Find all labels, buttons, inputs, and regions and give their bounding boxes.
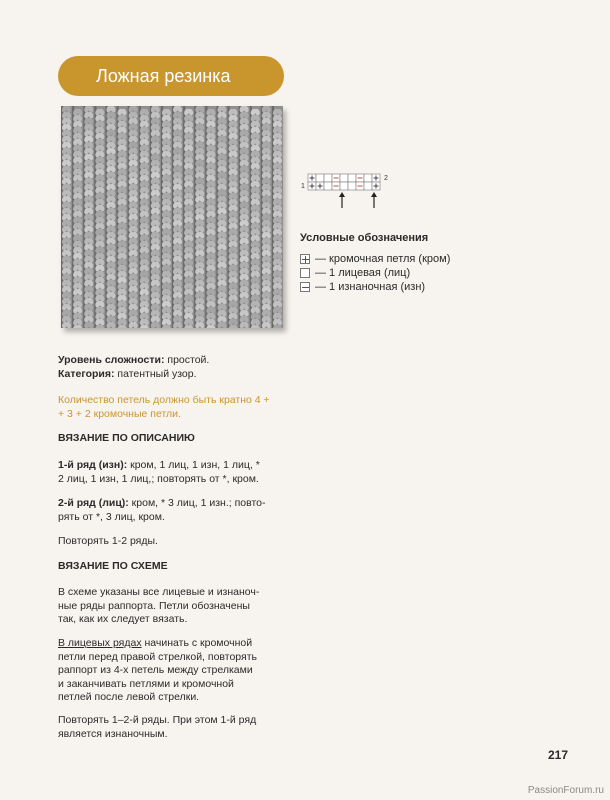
row-2-instructions: 2-й ряд (лиц): кром, * 3 лиц, 1 изн.; повто- рять от *, 3 лиц, кром. — [58, 497, 266, 523]
chart-cell — [316, 174, 324, 182]
purl-stitch-icon — [300, 282, 310, 292]
knit-stitch-icon — [300, 268, 310, 278]
chart-cell — [348, 182, 356, 190]
repeat-rows-desc: Повторять 1-2 ряды. — [58, 535, 158, 547]
final-paragraph: Повторять 1–2-й ряды. При этом 1-й ряд является изнаночным. — [58, 714, 257, 740]
chart-cell — [340, 174, 348, 182]
chart-cell — [340, 182, 348, 190]
info-block — [58, 354, 290, 381]
up-arrow-icon — [339, 192, 345, 208]
row-1-instructions: 1-й ряд (изн): кром, 1 лиц, 1 изн, 1 лиц, * 2 лиц, 1 изн, 1 лиц,; повторять от *, кром. — [58, 459, 260, 485]
chart-row-label-1: 1 — [301, 183, 305, 190]
legend-label: — 1 изнаночная (изн) — [315, 281, 426, 293]
stitch-chart — [300, 168, 400, 216]
description-heading: ВЯЗАНИЕ ПО ОПИСАНИЮ — [58, 432, 195, 444]
page-number: 217 — [548, 748, 569, 762]
watermark: PassionForum.ru — [527, 785, 604, 796]
legend — [300, 252, 450, 294]
chart-row-label-2: 2 — [384, 175, 388, 182]
knitted-swatch-icon — [61, 106, 283, 328]
pattern-title-banner — [58, 56, 284, 96]
chart-cell — [348, 174, 356, 182]
stitch-count-note: Количество петель должно быть кратно 4 + + 3 + 2 кромочные петли. — [58, 394, 270, 420]
category-line: Категория: патентный узор. — [58, 367, 197, 380]
knitted-swatch-photo — [61, 106, 283, 328]
difficulty-line: Уровень сложности: простой. — [58, 354, 210, 366]
legend-item-knit — [300, 266, 450, 280]
legend-label: — 1 лицевая (лиц) — [315, 267, 411, 279]
pattern-title: Ложная резинка — [96, 65, 231, 86]
scheme-heading: ВЯЗАНИЕ ПО СХЕМЕ — [58, 560, 168, 572]
chart-cell — [364, 174, 372, 182]
chart-cell — [324, 174, 332, 182]
chart-cell — [364, 182, 372, 190]
legend-label: — кромочная петля (кром) — [315, 253, 451, 265]
front-rows-paragraph: В лицевых рядах начинать с кромочной петли перед правой стрелкой, повторять раппорт из 4-х петель между стрелками и заканчивать петлями и кромочной петлей после левой стрелки. — [58, 637, 257, 703]
edge-stitch-icon — [300, 254, 310, 264]
chart-cell — [324, 182, 332, 190]
scheme-paragraph: В схеме указаны все лицевые и изнаноч- ные ряды раппорта. Петли обозначены так, как их следует вязать. — [58, 586, 260, 625]
up-arrow-icon — [371, 192, 377, 208]
legend-item-purl — [300, 280, 450, 294]
legend-title: Условные обозначения — [300, 232, 429, 244]
legend-item-edge — [300, 252, 450, 266]
